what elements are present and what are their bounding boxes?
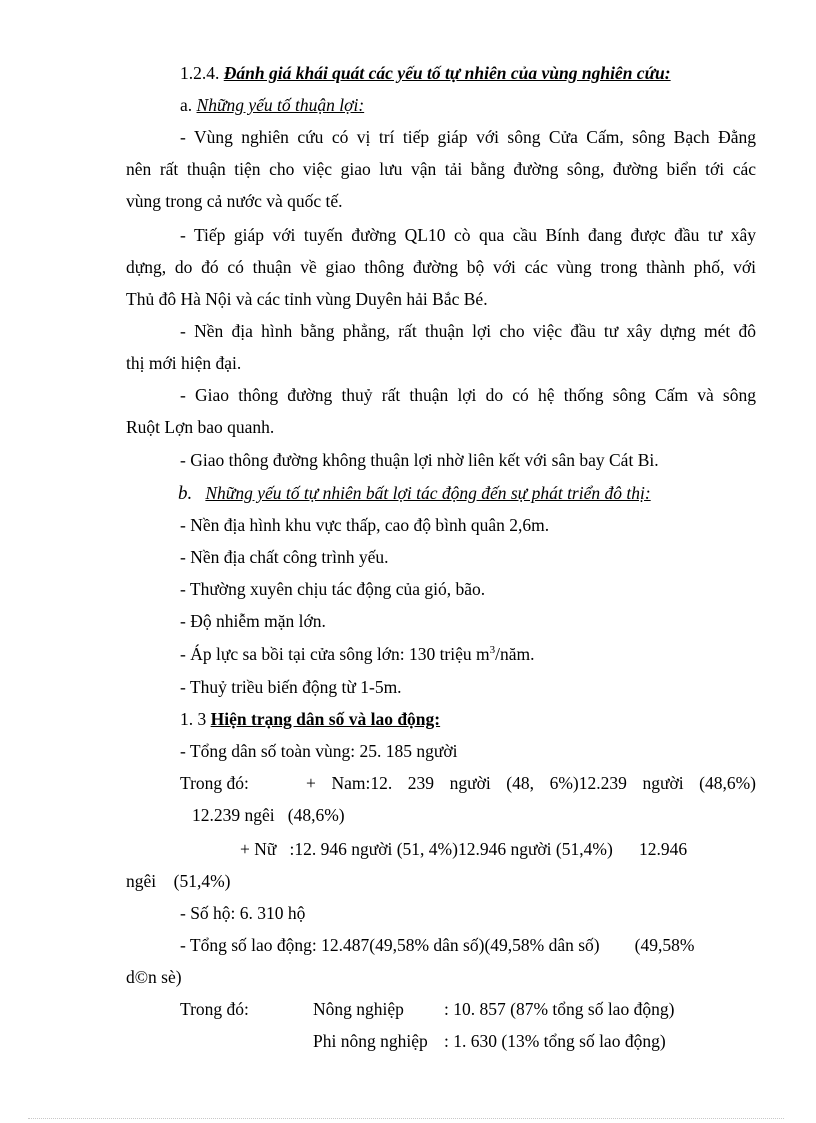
paragraph-line: vùng trong cả nước và quốc tế. (126, 191, 343, 211)
list-item: - Thuỷ triều biến động từ 1-5m. (180, 677, 402, 697)
agriculture-label: Nông nghiệp (313, 999, 404, 1019)
section-title: Hiện trạng dân số và lao động: (210, 709, 441, 729)
subsection-a-heading (180, 94, 364, 116)
male-population: + Nam:12. 239 người (48, 6%)12.239 người (48,6%) (306, 773, 756, 793)
paragraph-line: dựng, do đó có thuận về giao thông đường bộ với các vùng trong thành phố, với (126, 257, 756, 277)
female-population: + Nữ :12. 946 người (51, 4%)12.946 người (51,4%) 12.946 (240, 839, 688, 859)
non-agriculture-value: : 1. 630 (13% tổng số lao động) (444, 1031, 666, 1051)
paragraph-line: Ruột Lợn bao quanh. (126, 417, 275, 437)
households: - Số hộ: 6. 310 hộ (180, 903, 306, 923)
paragraph-line: thị mới hiện đại. (126, 353, 242, 373)
male-population-cont: 12.239 ngêi (48,6%) (192, 805, 345, 825)
subsection-b-title: Những yếu tố tự nhiên bất lợi tác động đến sự phát triển đô thị: (205, 483, 651, 503)
agriculture-value: : 10. 857 (87% tổng số lao động) (444, 999, 675, 1019)
paragraph-line: - Tiếp giáp với tuyến đường QL10 cò qua cầu Bính đang được đầu tư xây (180, 225, 756, 245)
subsection-a-title: Những yếu tố thuận lợi: (196, 95, 365, 115)
paragraph-line: - Nền địa hình bằng phẳng, rất thuận lợi cho việc đầu tư xây dựng mét đô (180, 321, 756, 341)
subsection-b-heading (178, 482, 651, 505)
paragraph-line: - Giao thông đường thuỷ rất thuận lợi do có hệ thống sông Cấm và sông (180, 385, 756, 405)
list-item: - Nền địa hình khu vực thấp, cao độ bình quân 2,6m. (180, 515, 550, 535)
paragraph-line: nên rất thuận tiện cho việc giao lưu vận tải bằng đường sông, đường biển tới các (126, 159, 756, 179)
section-number: 1. 3 (180, 709, 211, 729)
page-footer-divider (28, 1118, 784, 1119)
female-population-cont: ngêi (51,4%) (126, 871, 231, 891)
labor-total: - Tổng số lao động: 12.487(49,58% dân số)(49,58% dân số) (49,58% (180, 935, 695, 955)
list-item: - Thường xuyên chịu tác động của gió, bão. (180, 579, 486, 599)
subsection-a-prefix: a. (180, 95, 197, 115)
section-heading (180, 62, 671, 84)
list-item: - Nền địa chất công trình yếu. (180, 547, 389, 567)
list-item: - Độ nhiễm mặn lớn. (180, 611, 326, 631)
superscript: 3 (489, 644, 496, 657)
total-population: - Tổng dân số toàn vùng: 25. 185 người (180, 741, 458, 761)
list-item-text: - Áp lực sa bồi tại cửa sông lớn: 130 triệu m (180, 644, 490, 664)
paragraph-line: - Giao thông đường không thuận lợi nhờ liên kết với sân bay Cát Bi. (180, 450, 659, 470)
section-heading (180, 708, 440, 730)
paragraph-line: - Vùng nghiên cứu có vị trí tiếp giáp với sông Cửa Cấm, sông Bạch Đằng (180, 127, 756, 147)
trong-do-label: Trong đó: (180, 999, 249, 1019)
subsection-b-prefix: b. (178, 483, 193, 504)
trong-do-label: Trong đó: (180, 773, 249, 793)
section-title: Đánh giá khái quát các yếu tố tự nhiên của vùng nghiên cứu: (223, 63, 671, 83)
paragraph-line: Thủ đô Hà Nội và các tỉnh vùng Duyên hải Bắc Bé. (126, 289, 488, 309)
section-number: 1.2.4. (180, 63, 224, 83)
list-item (180, 643, 535, 665)
list-item-text: /năm. (495, 644, 535, 664)
labor-total-cont: d©n sè) (126, 967, 182, 987)
non-agriculture-label: Phi nông nghiệp (313, 1031, 428, 1051)
